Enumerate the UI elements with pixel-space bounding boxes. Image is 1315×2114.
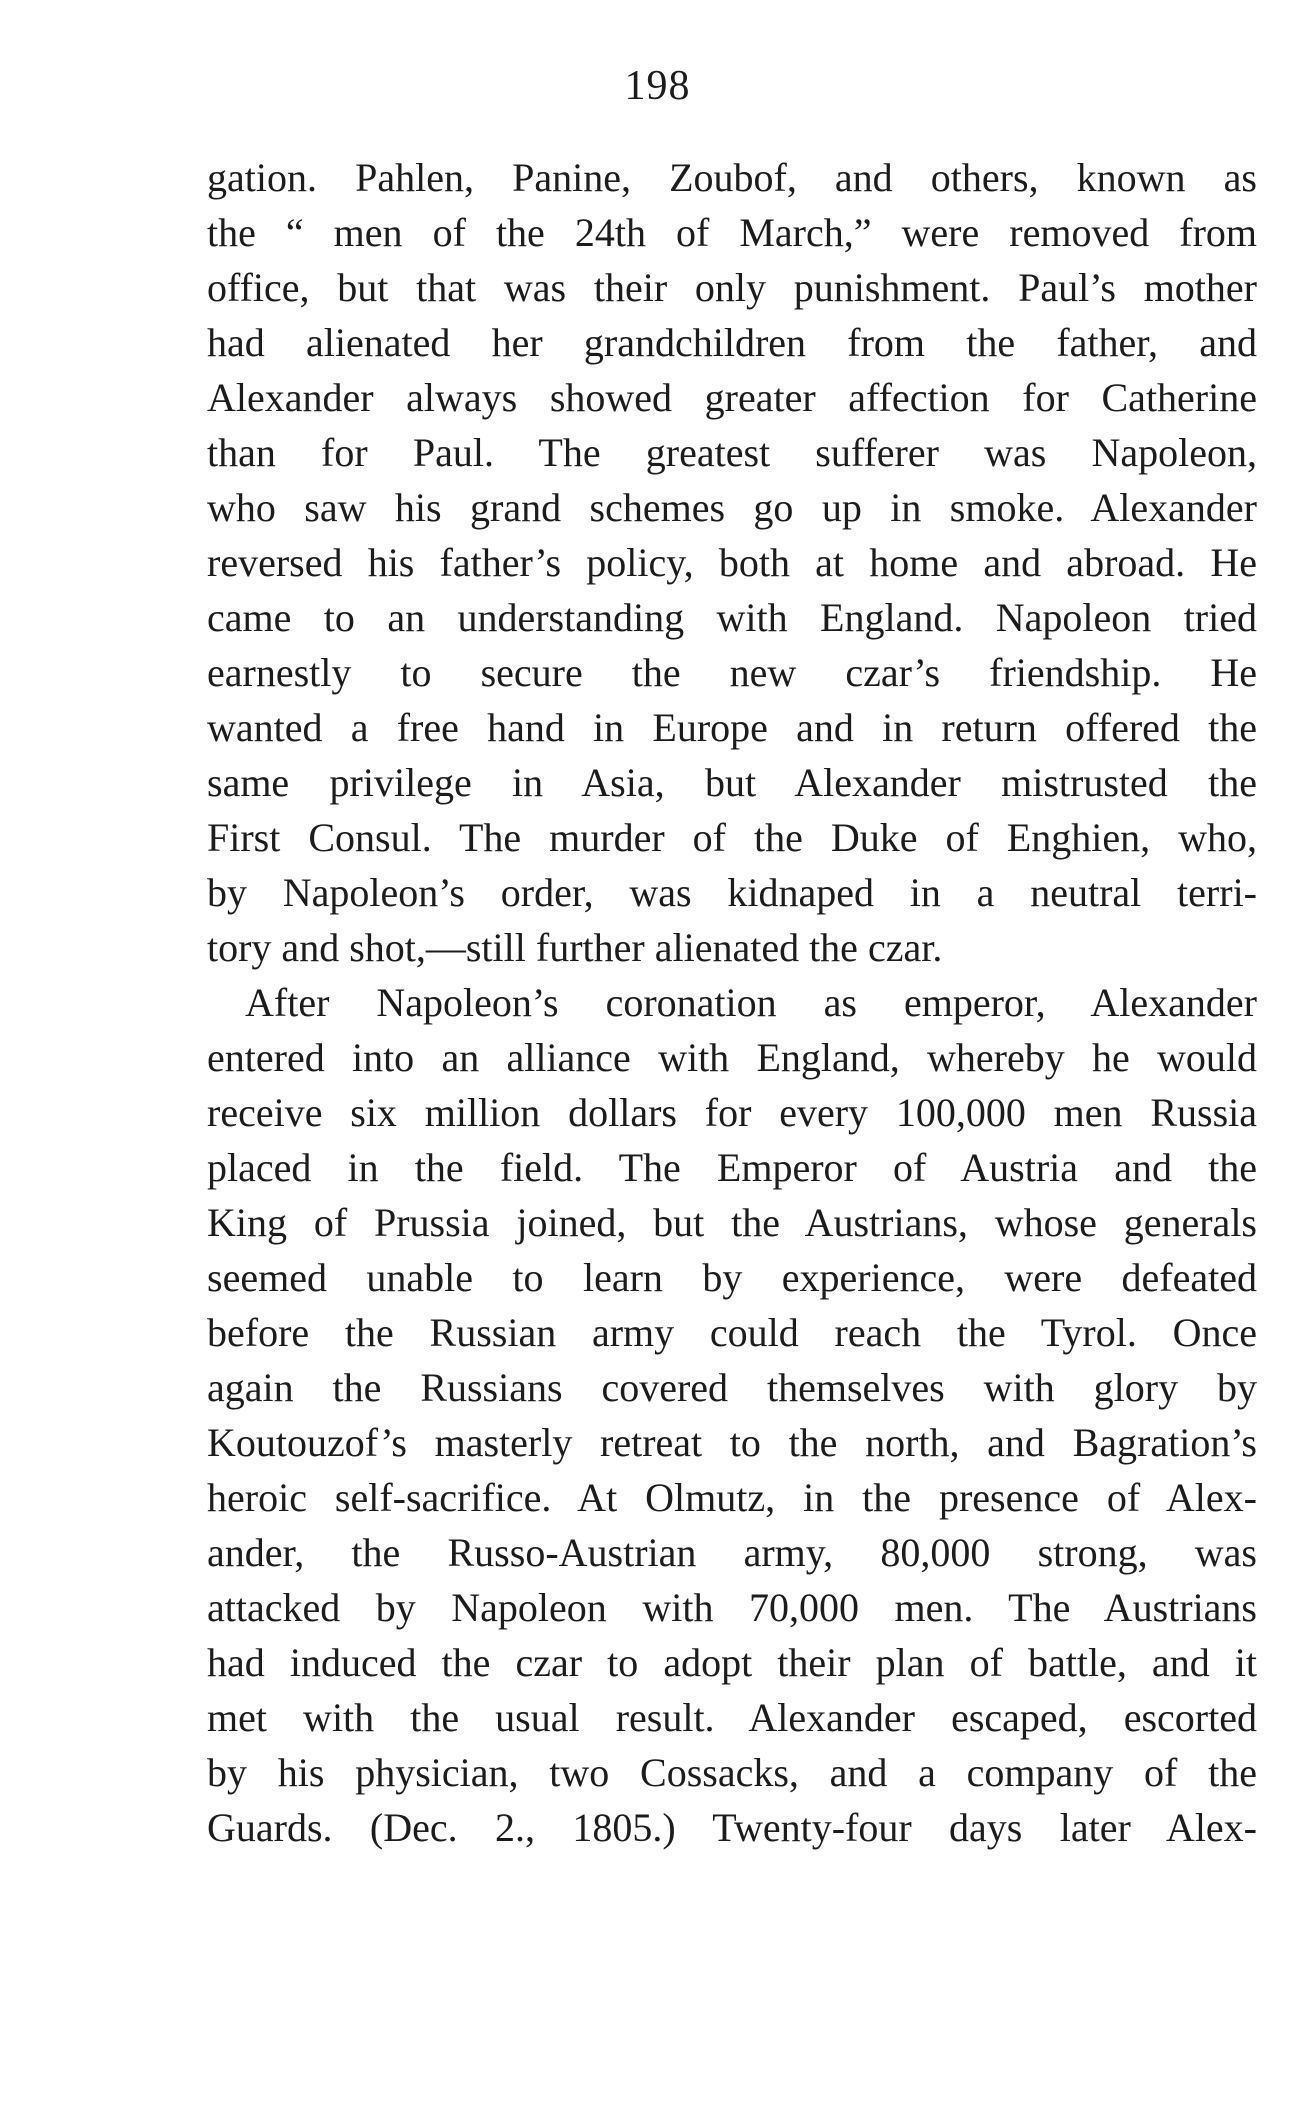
text-line: came to an understanding with England. Napoleon tried <box>207 595 1257 640</box>
page-number: 198 <box>624 63 691 109</box>
text-line: same privilege in Asia, but Alexander mistrusted the <box>207 760 1257 805</box>
text-line: the “ men of the 24th of March,” were removed from <box>207 210 1257 255</box>
text-line: ander, the Russo-Austrian army, 80,000 strong, was <box>207 1530 1257 1575</box>
text-line: again the Russians covered themselves with glory by <box>207 1365 1257 1410</box>
text-line: who saw his grand schemes go up in smoke. Alexander <box>207 485 1257 530</box>
text-line: entered into an alliance with England, whereby he would <box>207 1035 1257 1080</box>
paragraph-1 <box>207 150 1257 975</box>
text-line: placed in the field. The Emperor of Austria and the <box>207 1145 1257 1190</box>
text-line: heroic self-sacrifice. At Olmutz, in the presence of Alex- <box>207 1475 1257 1520</box>
text-line: receive six million dollars for every 100,000 men Russia <box>207 1090 1257 1135</box>
text-line: Alexander always showed greater affection for Catherine <box>207 375 1257 420</box>
text-line: by his physician, two Cossacks, and a company of the <box>207 1750 1257 1795</box>
body-text <box>207 150 1257 1855</box>
paragraph-2 <box>207 975 1257 1855</box>
text-line: than for Paul. The greatest sufferer was Napoleon, <box>207 430 1257 475</box>
text-line: First Consul. The murder of the Duke of Enghien, who, <box>207 815 1257 860</box>
text-line: before the Russian army could reach the Tyrol. Once <box>207 1310 1257 1355</box>
text-line: met with the usual result. Alexander escaped, escorted <box>207 1695 1257 1740</box>
text-line: seemed unable to learn by experience, were defeated <box>207 1255 1257 1300</box>
text-line: Koutouzof’s masterly retreat to the north, and Bagration’s <box>207 1420 1257 1465</box>
text-line: earnestly to secure the new czar’s friendship. He <box>207 650 1257 695</box>
text-line: had alienated her grandchildren from the father, and <box>207 320 1257 365</box>
text-line: wanted a free hand in Europe and in return offered the <box>207 705 1257 750</box>
text-line: office, but that was their only punishment. Paul’s mother <box>207 265 1257 310</box>
text-line: King of Prussia joined, but the Austrians, whose generals <box>207 1200 1257 1245</box>
text-line: Guards. (Dec. 2., 1805.) Twenty-four days later Alex- <box>207 1805 1257 1850</box>
text-line: by Napoleon’s order, was kidnaped in a neutral terri- <box>207 870 1257 915</box>
text-line: tory and shot,—still further alienated the czar. <box>207 925 943 970</box>
text-line: After Napoleon’s coronation as emperor, Alexander <box>245 980 1257 1025</box>
text-line: attacked by Napoleon with 70,000 men. The Austrians <box>207 1585 1257 1630</box>
text-line: reversed his father’s policy, both at home and abroad. He <box>207 540 1257 585</box>
text-line: had induced the czar to adopt their plan of battle, and it <box>207 1640 1257 1685</box>
text-line: gation. Pahlen, Panine, Zoubof, and others, known as <box>207 155 1257 200</box>
